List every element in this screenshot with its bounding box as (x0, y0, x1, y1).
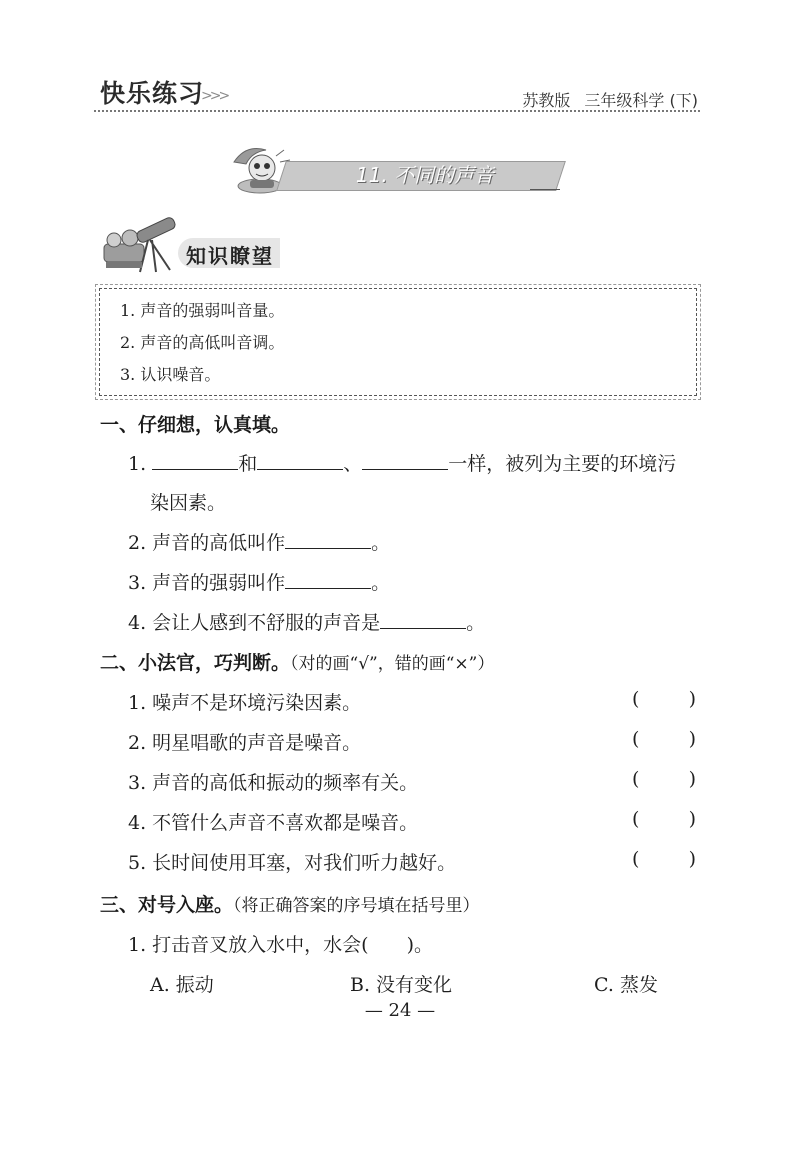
paren-close: ) (688, 728, 696, 750)
knowledge-heading: 知识瞭望 (186, 244, 274, 268)
question-text: 、 (343, 453, 363, 475)
judge-item: 4. 不管什么声音不喜欢都是噪音。 (128, 812, 419, 834)
question-1-4 (128, 608, 485, 635)
answer-parentheses[interactable] (632, 688, 696, 710)
section-2-title (100, 648, 494, 675)
section-title-text: 二、小法官，巧判断。 (100, 652, 291, 674)
paren-open: ( (632, 768, 640, 790)
answer-parentheses[interactable] (632, 848, 696, 870)
answer-parentheses[interactable] (632, 728, 696, 750)
book-brand: 快乐练习 (100, 79, 205, 108)
section-3-title (100, 890, 480, 917)
answer-parentheses[interactable] (632, 808, 696, 830)
knowledge-item: 1. 声音的强弱叫音量。 (120, 301, 285, 320)
section-note: （对的画“√”，错的画“×”） (290, 654, 495, 674)
paren-close: ) (688, 688, 696, 710)
choice-option-c[interactable]: C. 蒸发 (594, 974, 658, 996)
question-text: 4. 会让人感到不舒服的声音是 (128, 612, 381, 634)
judge-item: 5. 长时间使用耳塞，对我们听力越好。 (128, 852, 457, 874)
question-1-2 (128, 528, 390, 555)
question-text: 。 (371, 572, 391, 594)
question-text: 。 (371, 532, 391, 554)
judge-item: 1. 噪声不是环境污染因素。 (128, 692, 362, 714)
grade-subject: 三年级科学 (下) (584, 91, 698, 110)
fill-blank[interactable] (257, 451, 343, 470)
choice-option-a[interactable]: A. 振动 (150, 974, 214, 996)
knowledge-item: 2. 声音的高低叫音调。 (120, 333, 285, 352)
lesson-title: 11. 不同的声音 (355, 163, 495, 187)
paren-close: ) (688, 768, 696, 790)
header-divider (94, 110, 700, 112)
paren-open: ( (632, 728, 640, 750)
question-1-1 (128, 449, 676, 476)
choice-option-b[interactable]: B. 没有变化 (350, 974, 453, 996)
chevron-right-icon: >>> (201, 88, 228, 104)
page-number: — 24 — (364, 1000, 436, 1021)
paren-open: ( (632, 848, 640, 870)
paren-open: ( (632, 808, 640, 830)
edition-info (522, 88, 698, 111)
paren-close: ) (688, 848, 696, 870)
fill-blank[interactable] (285, 530, 371, 549)
fill-blank[interactable] (152, 451, 238, 470)
paren-close: ) (688, 808, 696, 830)
judge-item: 2. 明星唱歌的声音是噪音。 (128, 732, 362, 754)
telescope-icon (100, 210, 186, 276)
section-1-title: 一、仔细想，认真填。 (100, 414, 291, 436)
question-text: 2. 声音的高低叫作 (128, 532, 286, 554)
question-text: 。 (466, 612, 486, 634)
question-text: 和 (238, 453, 258, 475)
knowledge-item: 3. 认识噪音。 (120, 365, 221, 384)
fill-blank[interactable] (362, 451, 448, 470)
paren-open: ( (632, 688, 640, 710)
question-1-3 (128, 568, 390, 595)
choice-question: 1. 打击音叉放入水中，水会( )。 (128, 934, 433, 956)
publisher: 苏教版 (522, 91, 571, 110)
section-title-text: 三、对号入座。 (100, 894, 234, 916)
fill-blank[interactable] (380, 610, 466, 629)
judge-item: 3. 声音的高低和振动的频率有关。 (128, 772, 419, 794)
section-note: （将正确答案的序号填在括号里） (233, 896, 480, 916)
question-text: 一样，被列为主要的环境污 (448, 453, 677, 475)
answer-parentheses[interactable] (632, 768, 696, 790)
banner-underline (530, 189, 560, 190)
question-number: 1. (128, 453, 147, 475)
fill-blank[interactable] (285, 570, 371, 589)
question-text: 3. 声音的强弱叫作 (128, 572, 286, 594)
question-1-1-continued: 染因素。 (150, 492, 227, 514)
